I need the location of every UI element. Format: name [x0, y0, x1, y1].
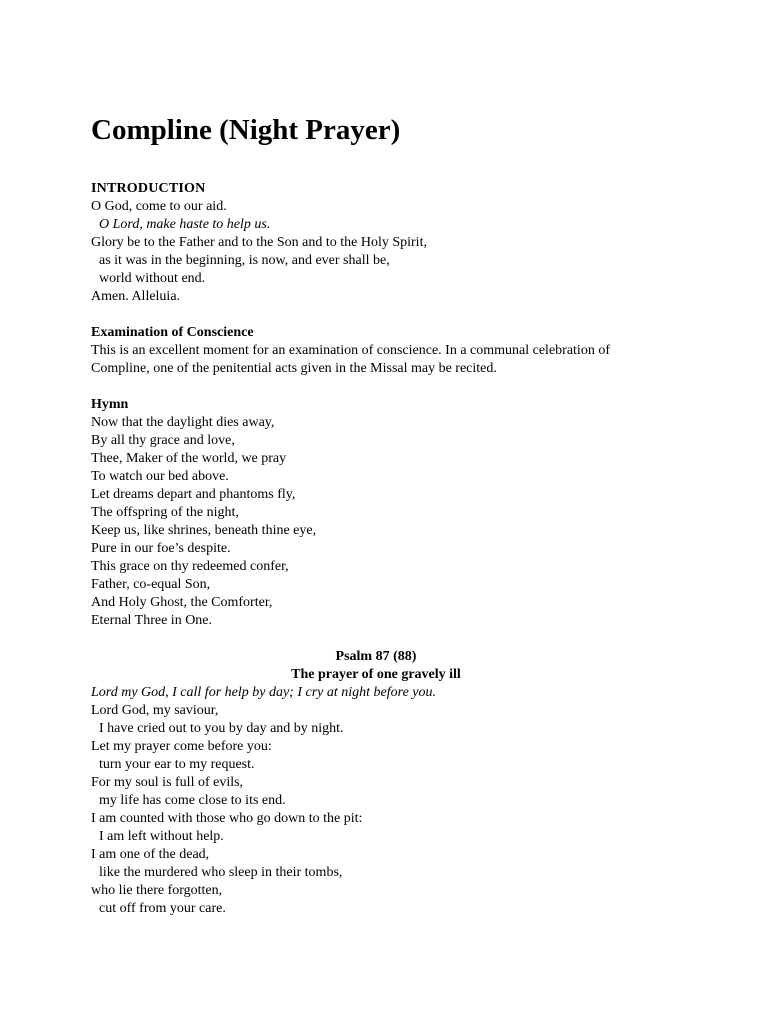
examination-heading: Examination of Conscience [91, 325, 254, 340]
psalm-section [91, 648, 661, 918]
psalm-line: I am counted with those who go down to the pit: [91, 811, 363, 826]
psalm-line: I am left without help. [99, 829, 224, 844]
introduction-line: as it was in the beginning, is now, and ever shall be, [99, 253, 390, 268]
introduction-line: Glory be to the Father and to the Son and to the Holy Spirit, [91, 235, 427, 250]
psalm-antiphon: Lord my God, I call for help by day; I cry at night before you. [91, 685, 437, 700]
hymn-heading: Hymn [91, 397, 129, 412]
psalm-subtitle: The prayer of one gravely ill [291, 667, 461, 682]
psalm-line: Lord God, my saviour, [91, 703, 219, 718]
examination-section [91, 324, 661, 378]
hymn-line: Father, co-equal Son, [91, 577, 211, 592]
introduction-line: O Lord, make haste to help us. [99, 217, 271, 232]
psalm-line: I have cried out to you by day and by night. [99, 721, 344, 736]
psalm-line: like the murdered who sleep in their tombs, [99, 865, 343, 880]
examination-body: This is an excellent moment for an examination of conscience. In a communal celebration of Compline, one of the penitential acts given in the Missal may be recited. [91, 343, 610, 376]
hymn-line: The offspring of the night, [91, 505, 239, 520]
hymn-line: Let dreams depart and phantoms fly, [91, 487, 296, 502]
introduction-line: world without end. [99, 271, 206, 286]
psalm-line: who lie there forgotten, [91, 883, 223, 898]
psalm-title: Psalm 87 (88) [335, 649, 417, 664]
introduction-heading: INTRODUCTION [91, 181, 206, 196]
introduction-line: Amen. Alleluia. [91, 289, 181, 304]
psalm-line: cut off from your care. [99, 901, 226, 916]
hymn-section [91, 396, 661, 630]
psalm-line: my life has come close to its end. [99, 793, 286, 808]
introduction-line: O God, come to our aid. [91, 199, 227, 214]
hymn-line: Pure in our foe’s despite. [91, 541, 231, 556]
hymn-line: This grace on thy redeemed confer, [91, 559, 289, 574]
psalm-line: For my soul is full of evils, [91, 775, 244, 790]
psalm-line: turn your ear to my request. [99, 757, 255, 772]
document-page [91, 110, 661, 936]
hymn-line: To watch our bed above. [91, 469, 229, 484]
hymn-line: Eternal Three in One. [91, 613, 213, 628]
introduction-section [91, 180, 661, 306]
hymn-line: Keep us, like shrines, beneath thine eye, [91, 523, 317, 538]
hymn-line: And Holy Ghost, the Comforter, [91, 595, 273, 610]
page-title: Compline (Night Prayer) [91, 114, 401, 146]
psalm-line: I am one of the dead, [91, 847, 210, 862]
hymn-line: By all thy grace and love, [91, 433, 235, 448]
hymn-line: Thee, Maker of the world, we pray [91, 451, 287, 466]
psalm-line: Let my prayer come before you: [91, 739, 272, 754]
hymn-line: Now that the daylight dies away, [91, 415, 275, 430]
